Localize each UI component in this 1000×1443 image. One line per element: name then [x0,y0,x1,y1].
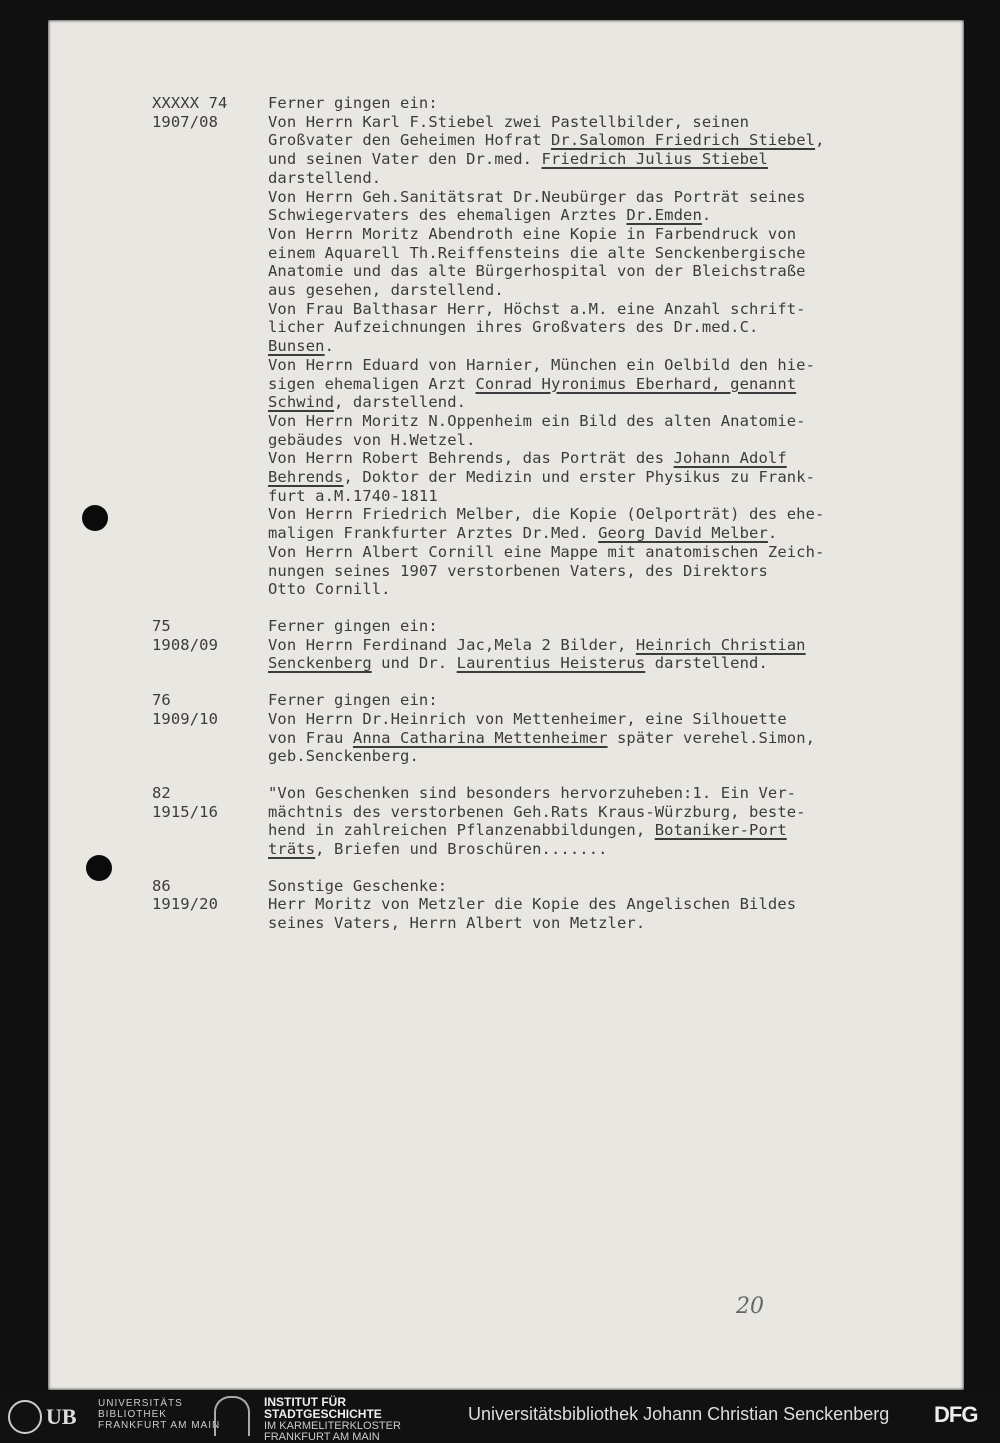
text-line [268,131,952,150]
text-segment: Otto Cornill. [268,580,391,599]
text-segment: Von Herrn Eduard von Harnier, München ein Oelbild den hie- [268,355,816,374]
punch-hole [82,505,108,531]
text-segment: Anatomie und das alte Bürgerhospital von der Bleichstraße [268,262,806,281]
entry [152,784,952,859]
entry-meta [152,691,268,766]
text-segment: Ferner gingen ein: [268,94,438,112]
text-line [268,543,952,562]
underlined-name: Anna Catharina Mettenheimer [352,728,608,747]
text-segment: Von Herrn Geh.Sanitätsrat Dr.Neubürger das Porträt seines [268,187,806,206]
text-line [268,188,952,207]
text-segment: und seinen Vater den Dr.med. [268,150,542,169]
text-segment: hend in zahlreichen Pflanzenabbildungen, [268,821,655,840]
underlined-name: Conrad Hyronimus Eberhard, genannt [475,374,797,393]
text-segment: Ferner gingen ein: [268,616,438,635]
library-name: Universitätsbibliothek Johann Christian Senckenberg [468,1404,890,1424]
underlined-name: Dr.Emden [626,206,702,225]
text-segment: Von Herrn Moritz Abendroth eine Kopie in Farbendruck von [268,224,797,243]
text-segment: , [815,131,825,150]
text-line [268,487,952,506]
text-line [268,468,952,487]
text-segment: Ferner gingen ein: [268,691,438,710]
entry-number: 86 [152,876,171,895]
text-segment: darstellend. [645,654,768,673]
text-line [268,895,952,914]
text-segment: sigen ehemaligen Arzt [268,374,476,393]
entry-number: 75 [152,616,171,635]
ub-logo-text: UB [46,1404,77,1429]
underlined-name: Johann Adolf [673,449,787,468]
text-segment: maligen Frankfurter Arztes Dr.Med. [268,524,599,543]
text-line [268,877,952,896]
entry-number: 82 [152,783,171,802]
text-line [268,150,952,169]
underlined-name: Friedrich Julius Stiebel [541,150,768,169]
text-segment: Von Herrn Ferdinand Jac,Mela 2 Bilder, [268,635,636,654]
text-segment: , darstellend. [334,393,467,412]
typed-text [152,94,952,951]
text-line [268,375,952,394]
text-segment: Sonstige Geschenke: [268,876,448,895]
text-segment: Von Herrn Moritz N.Oppenheim ein Bild des alten Anatomie- [268,411,806,430]
text-line [268,784,952,803]
text-segment: "Von Geschenken sind besonders hervorzuheben:1. Ein Ver- [268,783,797,802]
underlined-name: träts [268,840,316,859]
entry-text [268,691,952,766]
text-segment: nungen seines 1907 verstorbenen Vaters, des Direktors [268,561,768,580]
text-line [268,262,952,281]
underlined-name: Senckenberg [268,654,372,673]
text-segment: Großvater den Geheimen Hofrat [268,131,551,150]
footer-bar [0,1392,1000,1443]
entry-meta [152,784,268,859]
entry-number: XXXXX 74 [152,94,228,112]
entry-year: 1908/09 [152,635,219,654]
entry [152,877,952,933]
text-line [268,337,952,356]
underlined-name: Dr.Salomon Friedrich Stiebel [550,131,816,150]
text-line [268,449,952,468]
text-segment: darstellend. [268,168,382,187]
text-line [268,691,952,710]
text-segment: Von Herrn Friedrich Melber, die Kopie (Oelporträt) des ehe- [268,505,825,524]
underlined-name: Bunsen [268,337,325,356]
text-segment: Herr Moritz von Metzler die Kopie des Angelischen Bildes [268,895,797,914]
text-segment: . [767,524,778,543]
ub-logo-lines: UNIVERSITÄTS BIBLIOTHEK FRANKFURT AM MAIN [98,1398,221,1431]
text-segment: furt a.M.1740-1811 [268,486,438,505]
text-segment: Schwiegervaters des ehemaligen Arztes [268,206,627,225]
isg-arch-icon [214,1396,250,1436]
text-line [268,356,952,375]
text-segment: Von Herrn Robert Behrends, das Porträt des [268,449,674,468]
text-segment: aus gesehen, darstellend. [268,281,504,300]
text-segment: seines Vaters, Herrn Albert von Metzler. [268,914,646,933]
dfg-logo: DFG [934,1402,978,1427]
text-segment: Von Frau Balthasar Herr, Höchst a.M. eine Anzahl schrift- [268,299,806,318]
entry-text [268,784,952,859]
text-line [268,225,952,244]
underlined-name: Botaniker-Port [654,821,787,840]
underlined-name: Schwind [268,393,335,412]
text-line [268,113,952,132]
entry-text [268,877,952,933]
entry-year: 1915/16 [152,802,219,821]
entry-text [268,617,952,673]
text-line [268,318,952,337]
entry [152,617,952,673]
text-line [268,206,952,225]
underlined-name: Georg David Melber [598,524,768,543]
text-line [268,412,952,431]
entry-year: 1909/10 [152,709,219,728]
text-line [268,710,952,729]
text-line [268,636,952,655]
text-line [268,729,952,748]
text-line [268,580,952,599]
text-line [268,431,952,450]
text-line [268,562,952,581]
text-segment: gebäudes von H.Wetzel. [268,430,476,449]
text-segment: licher Aufzeichnungen ihres Großvaters des Dr.med.C. [268,318,759,337]
entry-meta [152,94,268,599]
text-segment: , Doktor der Medizin und erster Physikus zu Frank- [343,468,816,487]
underlined-name: Behrends [268,468,344,487]
text-segment: Von Herrn Dr.Heinrich von Mettenheimer, eine Silhouette [268,709,787,728]
text-line [268,803,952,822]
text-line [268,300,952,319]
entry-text [268,94,952,599]
entry-year: 1907/08 [152,112,219,131]
text-segment: . [701,206,712,225]
text-line [268,747,952,766]
page-number: 20 [736,1294,764,1319]
text-segment: Von Herrn Karl F.Stiebel zwei Pastellbilder, seinen [268,112,750,131]
text-line [268,94,952,113]
entry [152,691,952,766]
text-line [268,281,952,300]
text-line [268,840,952,859]
text-line [268,505,952,524]
isg-logo-lines: INSTITUT FÜR STADTGESCHICHTE IM KARMELITERKLOSTER FRANKFURT AM MAIN [264,1395,401,1443]
underlined-name: Heinrich Christian [635,635,806,654]
text-line [268,393,952,412]
text-line [268,244,952,263]
text-segment: mächtnis des verstorbenen Geh.Rats Kraus-Würzburg, beste- [268,802,806,821]
ub-seal-icon [8,1400,42,1434]
text-segment: , Briefen und Broschüren....... [315,840,608,859]
entry-meta [152,877,268,933]
text-segment: und Dr. [371,654,457,673]
text-segment: später verehel.Simon, [607,728,816,747]
entry-number: 76 [152,691,171,710]
text-segment: Von Herrn Albert Cornill eine Mappe mit anatomischen Zeich- [268,542,825,561]
entry-year: 1919/20 [152,895,219,914]
underlined-name: Laurentius Heisterus [456,654,646,673]
text-line [268,821,952,840]
punch-hole [86,855,112,881]
text-line [268,654,952,673]
text-segment: geb.Senckenberg. [268,747,419,766]
text-line [268,169,952,188]
entry [152,94,952,599]
text-segment: von Frau [268,728,353,747]
text-segment: einem Aquarell Th.Reiffensteins die alte Senckenbergische [268,243,806,262]
text-line [268,914,952,933]
text-line [268,524,952,543]
text-segment: . [324,337,335,356]
text-line [268,617,952,636]
entry-meta [152,617,268,673]
